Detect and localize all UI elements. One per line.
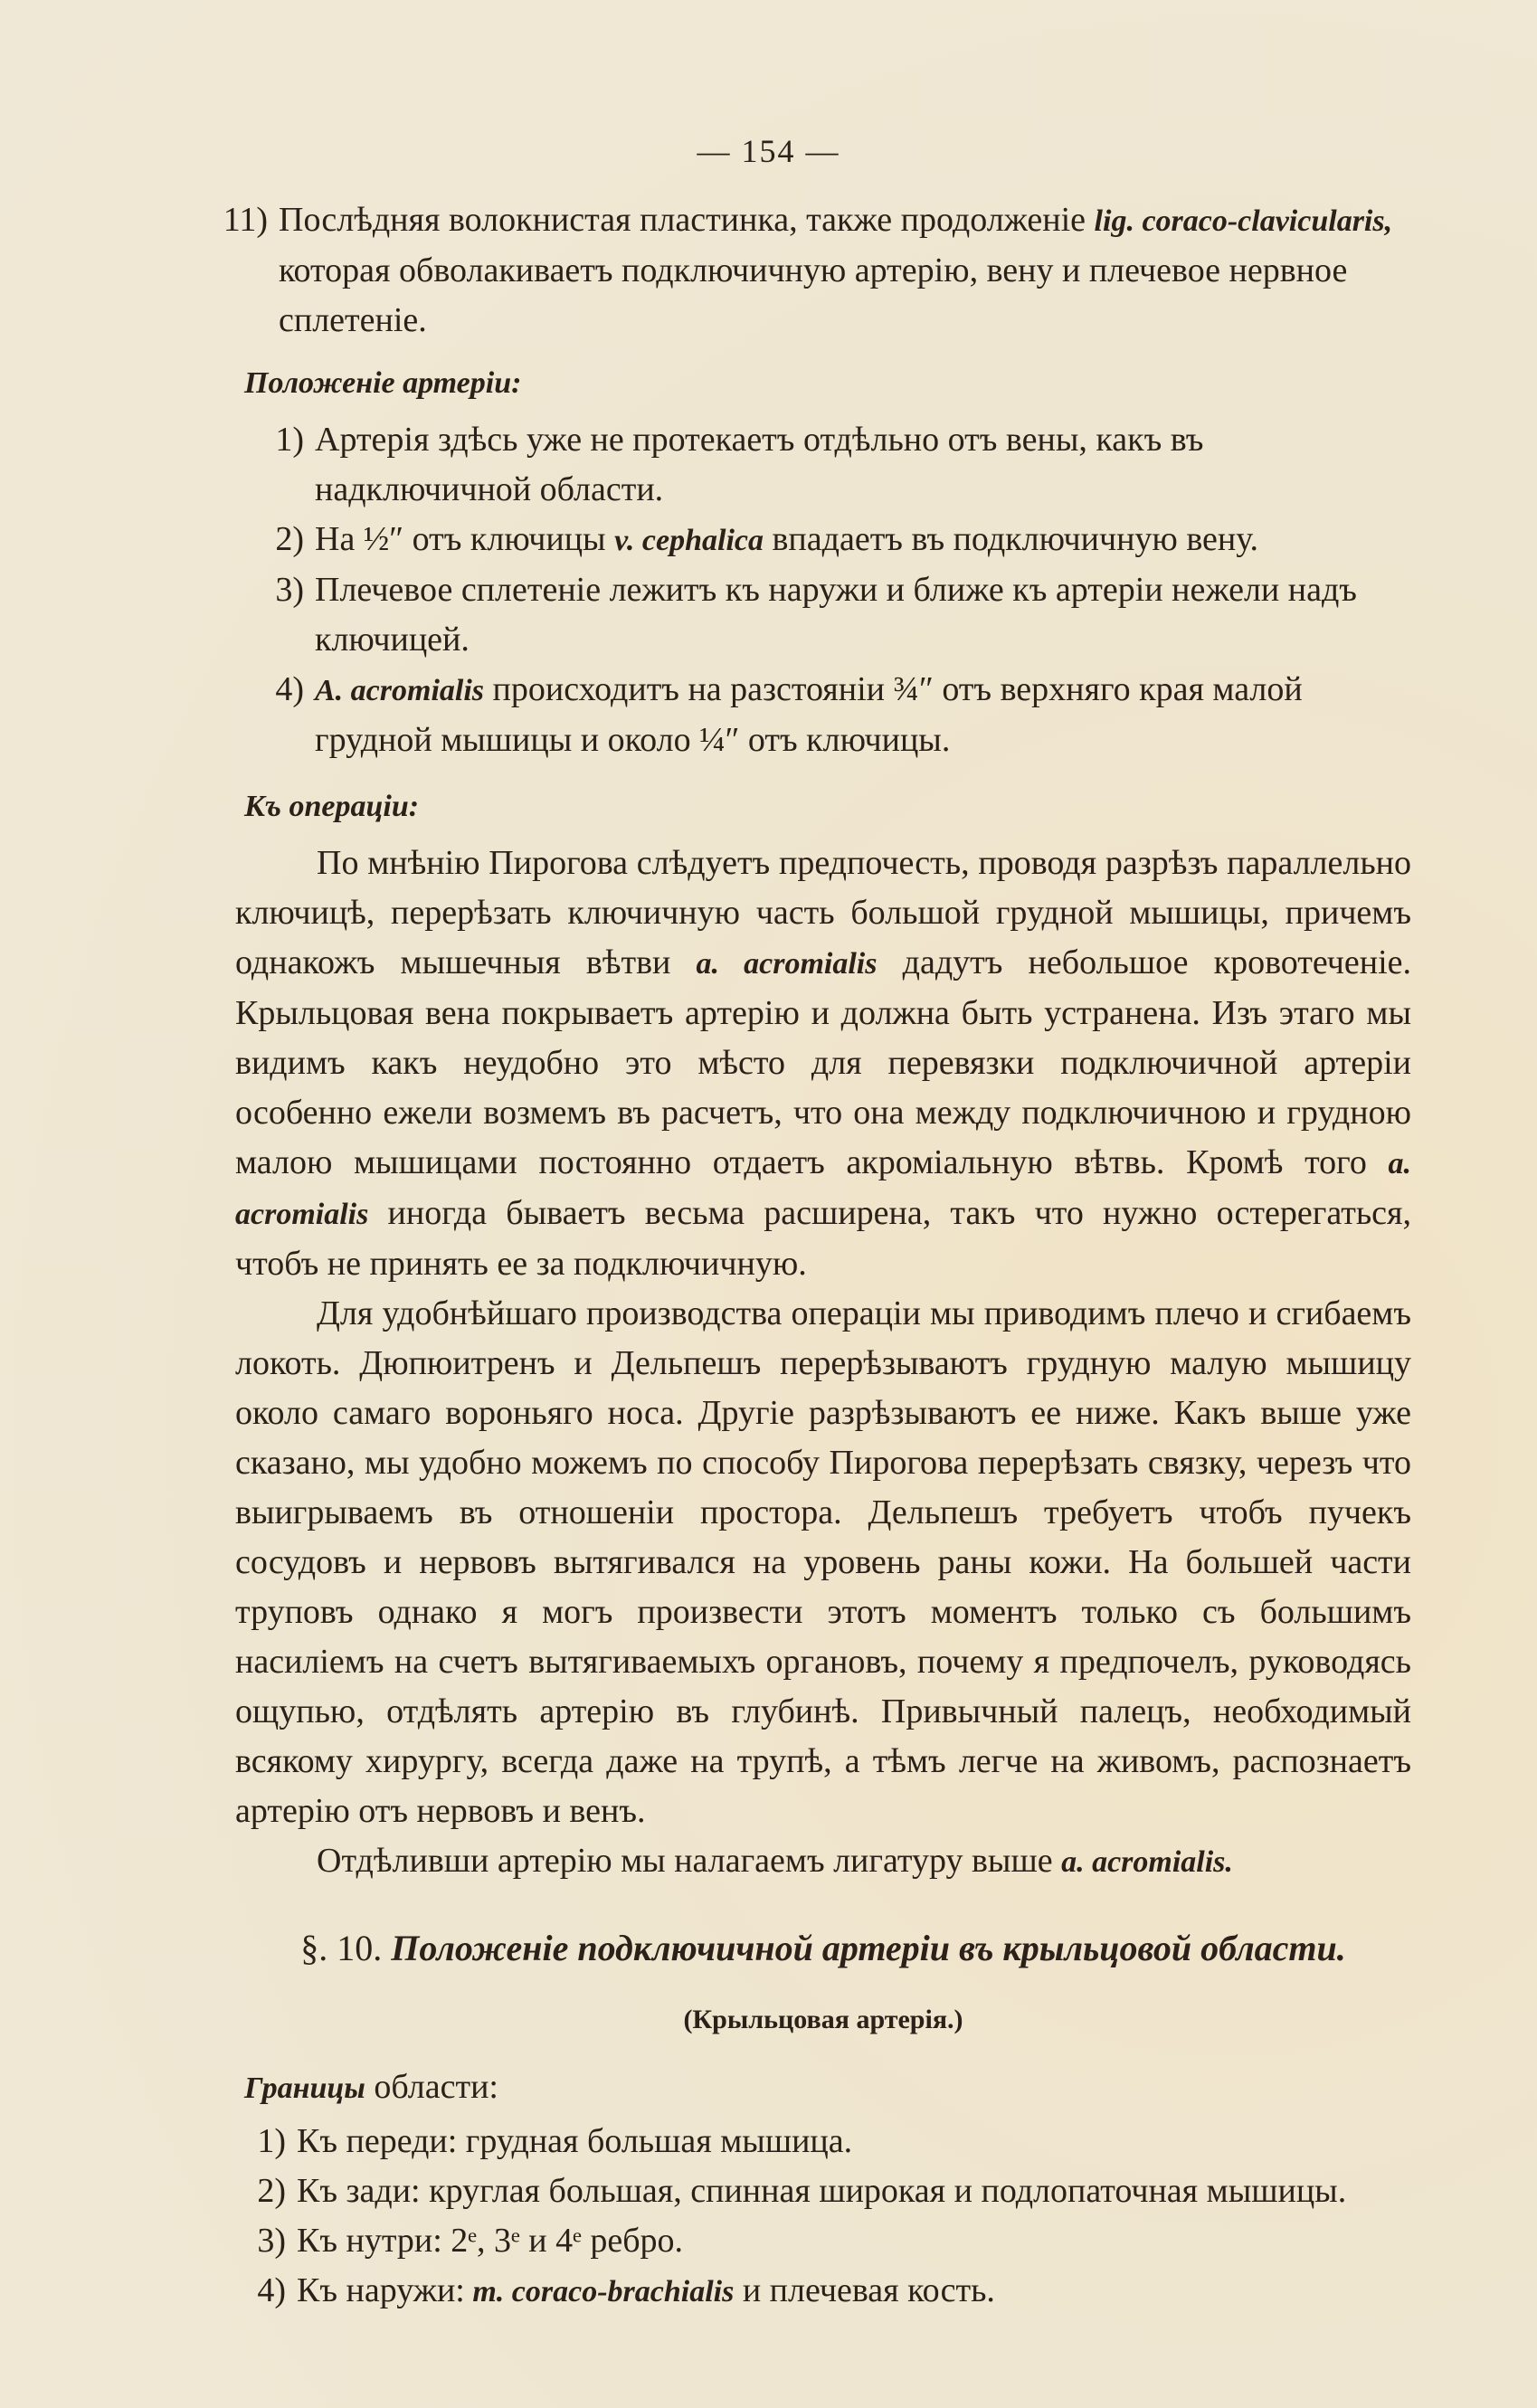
paragraph: [235, 839, 1411, 1289]
list-item: [217, 2266, 1411, 2317]
border-label: Къ нутри:: [297, 2222, 442, 2260]
section-title-text: Положеніе подключичной артеріи въ крыльцовой области.: [391, 1928, 1346, 1968]
paragraph: Для удобнѣйшаго производства операціи мы приводимъ плечо и сгибаемъ локоть. Дюпюитренъ и Дельпешъ перерѣзываютъ грудную малую мышицу около самаго вороньяго носа. Другіе разрѣзываютъ ее ниже. Какъ выше уже сказано, мы удобно можемъ по способу Пирогова перерѣзать связку, черезъ что выигрываемъ въ отношеніи простора. Дельпешъ требуетъ чтобъ пучекъ сосудовъ и нервовъ вытягивался на уровень раны кожи. На большей части труповъ однако я могъ произвести этотъ моментъ только съ большимъ насиліемъ на счетъ вытягиваемыхъ органовъ, почему я предпочелъ, руководясь ощупью, отдѣлять артерію въ глубинѣ. Привычный палецъ, необходимый всякому хирургу, всегда даже на трупѣ, а тѣмъ легче на живомъ, распознаетъ артерію отъ нервовъ и венъ.: [235, 1294, 1411, 1830]
item-text: Плечевое сплетеніе лежитъ къ наружи и ближе къ артеріи нежели надъ ключицей.: [315, 571, 1357, 659]
paragraph: [235, 1836, 1411, 1887]
latin-term: a. acromialis: [235, 1147, 1411, 1231]
text-run: грудная большая мышица.: [457, 2122, 853, 2160]
list-item: [235, 565, 1411, 665]
item-number: 4): [275, 670, 304, 708]
item-number: 1): [257, 2122, 286, 2160]
page-number: — 154 —: [697, 133, 840, 169]
heading-operation: Къ операціи:: [244, 790, 420, 823]
item-number: 3): [275, 571, 304, 609]
item-text: Артерія здѣсь уже не протекаетъ отдѣльно отъ вены, какъ въ надключичной области.: [315, 421, 1204, 508]
section-subtitle: (Крыльцовая артерія.): [683, 2005, 963, 2034]
text-run: которая обволакиваетъ подключичную артерію, вену и плечевое нервное сплетеніе.: [279, 251, 1348, 339]
item-text: [279, 195, 1411, 346]
text-run: 2ᵉ, 3ᵉ и 4ᵉ ребро.: [441, 2222, 684, 2260]
item-text: [315, 515, 1411, 565]
body-text: [223, 195, 1412, 2317]
latin-term: v. cephalica: [614, 524, 764, 557]
latin-term: lig. coraco-clavicularis,: [1094, 204, 1393, 238]
item-text: [297, 2216, 1411, 2266]
text-run: Отдѣливши артерію мы налагаемъ лигатуру выше: [317, 1842, 1062, 1880]
list-item: [199, 195, 1411, 346]
text-run: и плечевая кость.: [734, 2271, 995, 2309]
latin-term: A. acromialis: [315, 674, 485, 707]
text-run: Послѣдняя волокнистая пластинка, также продолженіе: [279, 201, 1095, 239]
section-title: [235, 1923, 1411, 1973]
borders-label-rest: области:: [365, 2068, 498, 2106]
borders-label: [244, 2062, 1411, 2113]
border-label: Къ наружи:: [297, 2271, 465, 2309]
border-label: Къ зади:: [297, 2172, 421, 2210]
item-text: [297, 2266, 1411, 2317]
border-label: Къ переди:: [297, 2122, 458, 2160]
item-number: 2): [257, 2172, 286, 2210]
text-run: дадутъ небольшое кровотеченіе. Крыльцовая вена покрываетъ артерію и должна быть устранена. Изъ этаго мы видимъ какъ неудобно это мѣсто для перевязки подключичной артеріи особенно ежели возмемъ въ расчетъ, что она между подключичною и грудною малою мышицами постоянно отдаетъ акроміальную вѣтвь. Кромѣ того: [235, 943, 1412, 1181]
item-number: 3): [257, 2222, 286, 2260]
item-number: 4): [257, 2271, 286, 2309]
borders-label-italic: Границы: [244, 2071, 365, 2105]
item-text: [297, 2117, 1411, 2166]
latin-term: a. acromialis: [696, 947, 878, 981]
text-run: впадаетъ въ подключичную вену.: [763, 520, 1258, 558]
item-number: 1): [275, 421, 304, 459]
section-number: §. 10.: [300, 1928, 383, 1968]
text-run: происходитъ на разстояніи ¾″ отъ верхняго края малой грудной мышицы и около ¼″ отъ ключицы.: [315, 670, 1303, 759]
list-item: [235, 665, 1411, 765]
text-run: На ½″ отъ ключицы: [315, 520, 615, 558]
item-number: 11): [223, 201, 268, 239]
heading-position: Положеніе артеріи:: [244, 366, 522, 400]
text-run: круглая большая, спинная широкая и подлопаточная мышицы.: [420, 2172, 1347, 2210]
item-text: [297, 2166, 1411, 2216]
list-item: [235, 415, 1411, 515]
item-text: [315, 665, 1411, 765]
list-item: [217, 2117, 1411, 2166]
text-run: иногда бываетъ весьма расширена, такъ что нужно остерегаться, чтобъ не принять ее за подключичную.: [235, 1194, 1411, 1283]
list-item: [235, 515, 1411, 565]
item-number: 2): [275, 520, 304, 558]
text-run: По мнѣнію Пирогова слѣдуетъ предпочесть, проводя разрѣзъ параллельно ключицѣ, перерѣзать ключичную часть большой грудной мышицы, причемъ однакожъ мышечныя вѣтви: [235, 844, 1411, 981]
latin-term: m. coraco-brachialis: [464, 2275, 735, 2308]
list-item: [217, 2166, 1411, 2216]
list-item: [217, 2216, 1411, 2266]
latin-term: a. acromialis.: [1061, 1845, 1233, 1879]
